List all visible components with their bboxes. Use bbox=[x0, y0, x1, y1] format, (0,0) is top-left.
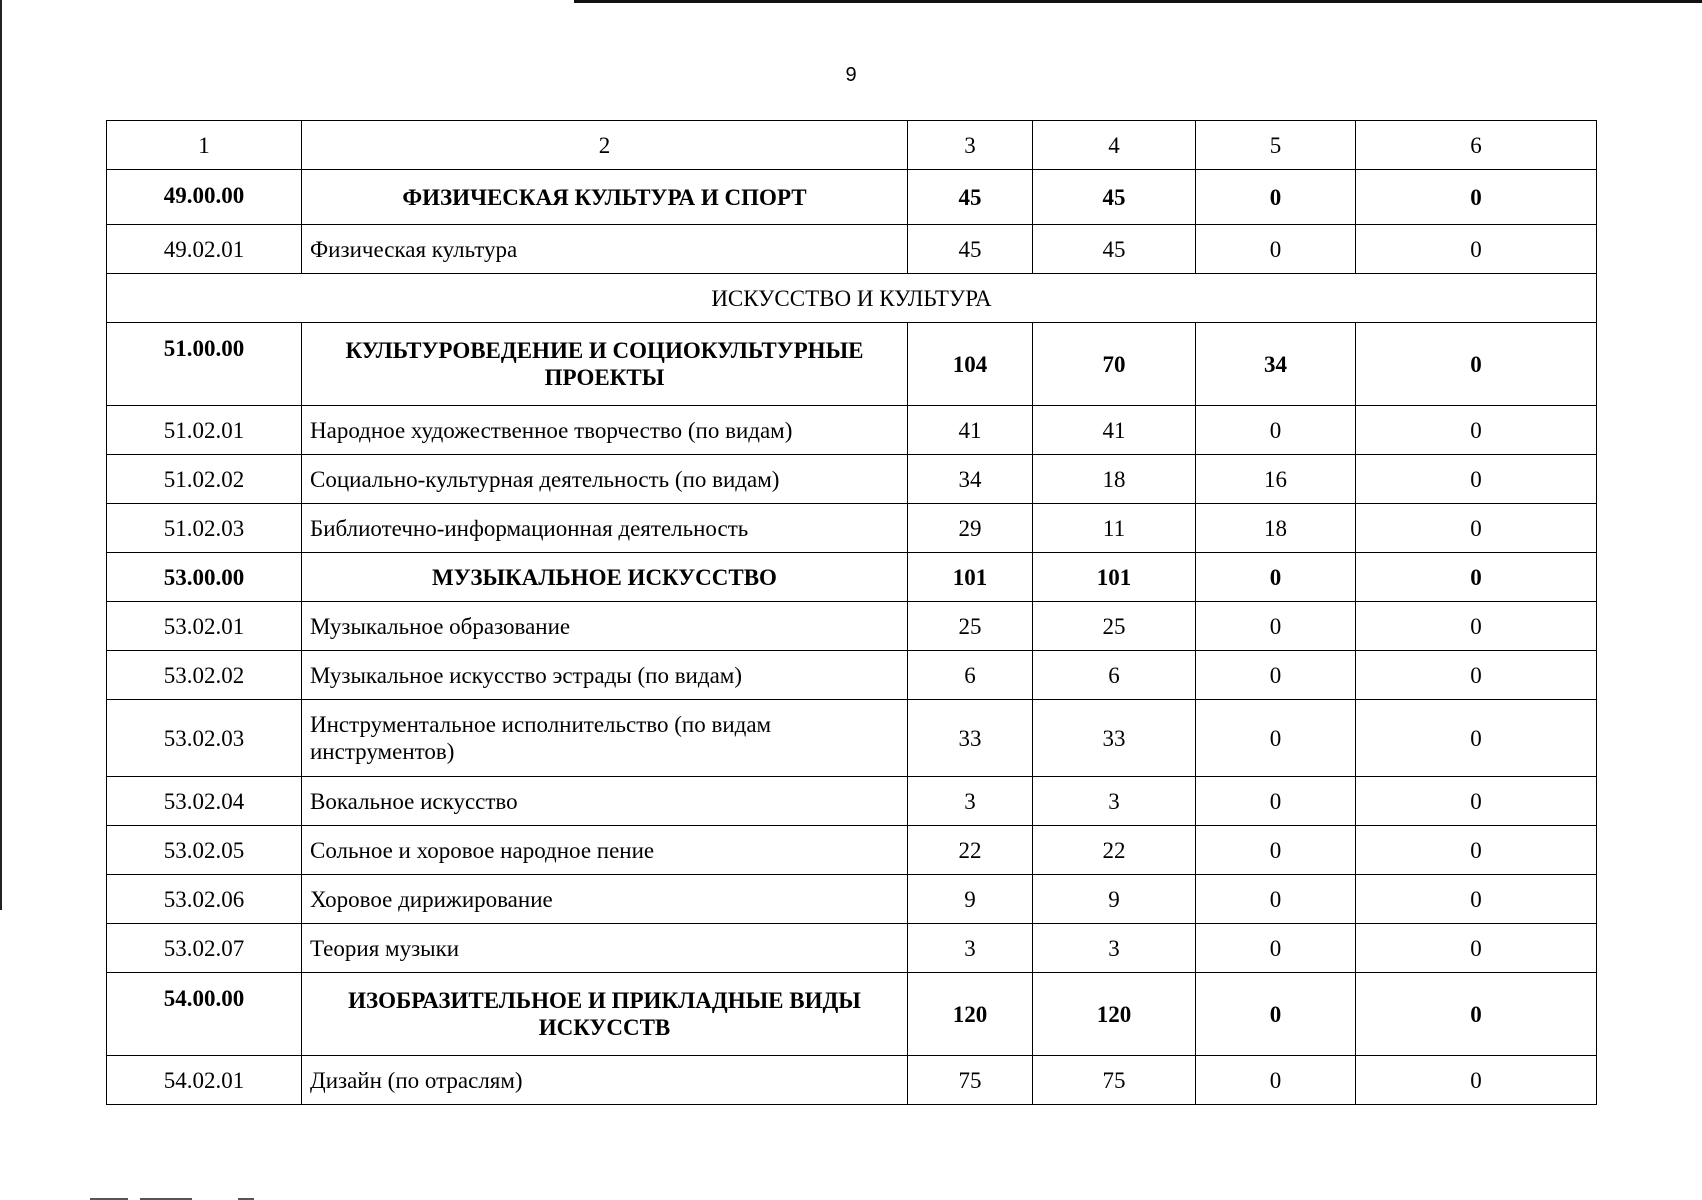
row-value: 18 bbox=[1196, 504, 1356, 553]
section-row bbox=[107, 274, 1597, 323]
row-value: 0 bbox=[1196, 406, 1356, 455]
row-value: 0 bbox=[1356, 700, 1597, 777]
page-number: 9 bbox=[845, 64, 857, 86]
scan-edge-top bbox=[574, 0, 1702, 3]
row-name: Социально-культурная деятельность (по видам) bbox=[302, 455, 908, 504]
row-value: 3 bbox=[1033, 777, 1196, 826]
column-number: 1 bbox=[107, 121, 302, 170]
row-value: 34 bbox=[1196, 323, 1356, 406]
row-value: 34 bbox=[908, 455, 1033, 504]
row-code: 53.02.06 bbox=[107, 875, 302, 924]
group-row bbox=[107, 553, 1597, 602]
row-value: 41 bbox=[908, 406, 1033, 455]
section-title: ИСКУССТВО И КУЛЬТУРА bbox=[107, 274, 1597, 323]
row-value: 0 bbox=[1196, 225, 1356, 274]
row-value: 0 bbox=[1196, 553, 1356, 602]
row-code: 53.02.07 bbox=[107, 924, 302, 973]
row-code: 51.00.00 bbox=[107, 323, 302, 406]
row-value: 33 bbox=[908, 700, 1033, 777]
row-name: Народное художественное творчество (по видам) bbox=[302, 406, 908, 455]
row-value: 45 bbox=[908, 225, 1033, 274]
row-code: 54.00.00 bbox=[107, 973, 302, 1056]
row-value: 0 bbox=[1196, 777, 1356, 826]
row-value: 11 bbox=[1033, 504, 1196, 553]
row-code: 54.02.01 bbox=[107, 1056, 302, 1105]
row-value: 0 bbox=[1196, 924, 1356, 973]
row-value: 22 bbox=[908, 826, 1033, 875]
row-name: Дизайн (по отраслям) bbox=[302, 1056, 908, 1105]
group-row bbox=[107, 973, 1597, 1056]
group-row bbox=[107, 170, 1597, 225]
row-name: Хоровое дирижирование bbox=[302, 875, 908, 924]
row-value: 6 bbox=[1033, 651, 1196, 700]
row-code: 53.02.03 bbox=[107, 700, 302, 777]
row-name: МУЗЫКАЛЬНОЕ ИСКУССТВО bbox=[302, 553, 908, 602]
row-name: Музыкальное искусство эстрады (по видам) bbox=[302, 651, 908, 700]
row-value: 0 bbox=[1196, 826, 1356, 875]
table-row bbox=[107, 225, 1597, 274]
row-name: Музыкальное образование bbox=[302, 602, 908, 651]
row-value: 6 bbox=[908, 651, 1033, 700]
row-name: Сольное и хоровое народное пение bbox=[302, 826, 908, 875]
scan-edge-left bbox=[0, 0, 2, 910]
row-value: 0 bbox=[1356, 225, 1597, 274]
row-name: Теория музыки bbox=[302, 924, 908, 973]
row-value: 3 bbox=[1033, 924, 1196, 973]
table-row bbox=[107, 406, 1597, 455]
table-row bbox=[107, 700, 1597, 777]
table-row bbox=[107, 826, 1597, 875]
column-number: 5 bbox=[1196, 121, 1356, 170]
row-value: 70 bbox=[1033, 323, 1196, 406]
row-value: 0 bbox=[1356, 1056, 1597, 1105]
row-value: 75 bbox=[1033, 1056, 1196, 1105]
row-value: 0 bbox=[1356, 973, 1597, 1056]
row-value: 0 bbox=[1356, 323, 1597, 406]
column-number: 2 bbox=[302, 121, 908, 170]
group-row bbox=[107, 323, 1597, 406]
row-value: 0 bbox=[1356, 875, 1597, 924]
row-value: 120 bbox=[908, 973, 1033, 1056]
row-value: 0 bbox=[1196, 170, 1356, 225]
row-value: 0 bbox=[1356, 924, 1597, 973]
row-value: 45 bbox=[1033, 225, 1196, 274]
column-number: 3 bbox=[908, 121, 1033, 170]
row-value: 3 bbox=[908, 924, 1033, 973]
row-code: 53.02.02 bbox=[107, 651, 302, 700]
row-value: 3 bbox=[908, 777, 1033, 826]
row-name: ФИЗИЧЕСКАЯ КУЛЬТУРА И СПОРТ bbox=[302, 170, 908, 225]
table-row bbox=[107, 651, 1597, 700]
table-row bbox=[107, 504, 1597, 553]
row-name: КУЛЬТУРОВЕДЕНИЕ И СОЦИОКУЛЬТУРНЫЕ ПРОЕКТЫ bbox=[302, 323, 908, 406]
row-value: 120 bbox=[1033, 973, 1196, 1056]
column-number-row bbox=[107, 121, 1597, 170]
row-value: 29 bbox=[908, 504, 1033, 553]
row-value: 0 bbox=[1356, 504, 1597, 553]
table-row bbox=[107, 924, 1597, 973]
row-value: 45 bbox=[1033, 170, 1196, 225]
row-value: 22 bbox=[1033, 826, 1196, 875]
row-code: 49.00.00 bbox=[107, 170, 302, 225]
row-value: 0 bbox=[1196, 1056, 1356, 1105]
row-name: ИЗОБРАЗИТЕЛЬНОЕ И ПРИКЛАДНЫЕ ВИДЫ ИСКУССТВ bbox=[302, 973, 908, 1056]
row-value: 0 bbox=[1196, 700, 1356, 777]
row-name: Физическая культура bbox=[302, 225, 908, 274]
row-value: 9 bbox=[908, 875, 1033, 924]
column-number: 4 bbox=[1033, 121, 1196, 170]
row-value: 9 bbox=[1033, 875, 1196, 924]
row-value: 101 bbox=[1033, 553, 1196, 602]
row-name: Библиотечно-информационная деятельность bbox=[302, 504, 908, 553]
row-value: 0 bbox=[1356, 777, 1597, 826]
row-value: 0 bbox=[1356, 826, 1597, 875]
row-code: 49.02.01 bbox=[107, 225, 302, 274]
row-value: 75 bbox=[908, 1056, 1033, 1105]
row-value: 41 bbox=[1033, 406, 1196, 455]
row-value: 25 bbox=[1033, 602, 1196, 651]
table-row bbox=[107, 875, 1597, 924]
row-code: 53.00.00 bbox=[107, 553, 302, 602]
column-number: 6 bbox=[1356, 121, 1597, 170]
row-value: 0 bbox=[1196, 651, 1356, 700]
table-row bbox=[107, 1056, 1597, 1105]
row-value: 33 bbox=[1033, 700, 1196, 777]
row-value: 0 bbox=[1356, 602, 1597, 651]
row-value: 0 bbox=[1196, 973, 1356, 1056]
row-value: 0 bbox=[1356, 455, 1597, 504]
row-value: 16 bbox=[1196, 455, 1356, 504]
row-value: 0 bbox=[1356, 553, 1597, 602]
row-value: 0 bbox=[1196, 602, 1356, 651]
row-code: 53.02.04 bbox=[107, 777, 302, 826]
table-row bbox=[107, 777, 1597, 826]
row-name: Вокальное искусство bbox=[302, 777, 908, 826]
table-row bbox=[107, 455, 1597, 504]
row-value: 0 bbox=[1356, 651, 1597, 700]
row-value: 104 bbox=[908, 323, 1033, 406]
row-value: 45 bbox=[908, 170, 1033, 225]
table-row bbox=[107, 602, 1597, 651]
row-value: 25 bbox=[908, 602, 1033, 651]
row-code: 53.02.01 bbox=[107, 602, 302, 651]
row-code: 53.02.05 bbox=[107, 826, 302, 875]
row-name: Инструментальное исполнительство (по видам инструментов) bbox=[302, 700, 908, 777]
row-value: 18 bbox=[1033, 455, 1196, 504]
row-value: 0 bbox=[1196, 875, 1356, 924]
specialties-table bbox=[106, 120, 1597, 1105]
row-code: 51.02.03 bbox=[107, 504, 302, 553]
row-value: 0 bbox=[1356, 170, 1597, 225]
row-value: 0 bbox=[1356, 406, 1597, 455]
row-code: 51.02.02 bbox=[107, 455, 302, 504]
row-code: 51.02.01 bbox=[107, 406, 302, 455]
row-value: 101 bbox=[908, 553, 1033, 602]
